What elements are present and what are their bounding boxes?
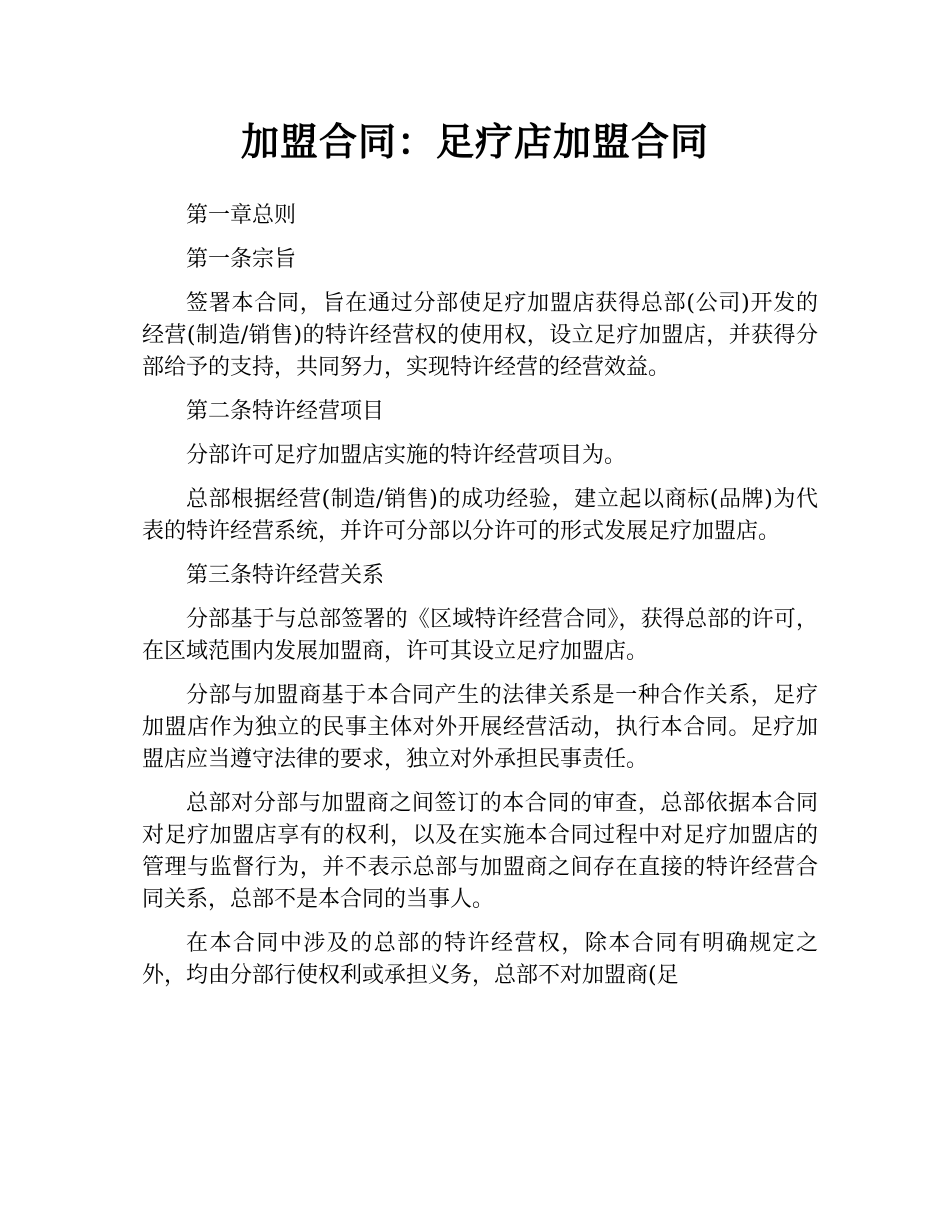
chapter-heading: 第一章总则: [186, 203, 297, 228]
paragraph: 分部基于与总部签署的《区域特许经营合同》，获得总部的许可，在区域范围内发展加盟商，许可其设立足疗加盟店。: [142, 607, 818, 664]
article-heading: 第三条特许经营关系: [186, 563, 385, 588]
paragraph: 总部对分部与加盟商之间签订的本合同的审查，总部依据本合同对足疗加盟店享有的权利，以及在实施本合同过程中对足疗加盟店的管理与监督行为，并不表示总部与加盟商之间存在直接的特许经营合同关系，总部不是本合同的当事人。: [142, 791, 818, 912]
paragraph: 分部许可足疗加盟店实施的特许经营项目为。: [186, 443, 627, 468]
article-heading: 第一条宗旨: [186, 247, 297, 272]
article-heading: 第二条特许经营项目: [186, 399, 385, 424]
paragraph: 分部与加盟商基于本合同产生的法律关系是一种合作关系，足疗加盟店作为独立的民事主体对外开展经营活动，执行本合同。足疗加盟店应当遵守法律的要求，独立对外承担民事责任。: [142, 683, 818, 772]
document-title: 加盟合同：足疗店加盟合同: [240, 120, 709, 164]
paragraph: 签署本合同，旨在通过分部使足疗加盟店获得总部(公司)开发的经营(制造/销售)的特许经营权的使用权，设立足疗加盟店，并获得分部给予的支持，共同努力，实现特许经营的经营效益。: [142, 291, 818, 380]
paragraph: 在本合同中涉及的总部的特许经营权，除本合同有明确规定之外，均由分部行使权利或承担义务，总部不对加盟商(足: [142, 931, 818, 988]
paragraph: 总部根据经营(制造/销售)的成功经验，建立起以商标(品牌)为代表的特许经营系统，并许可分部以分许可的形式发展足疗加盟店。: [142, 487, 818, 544]
document-body: [142, 200, 818, 1004]
